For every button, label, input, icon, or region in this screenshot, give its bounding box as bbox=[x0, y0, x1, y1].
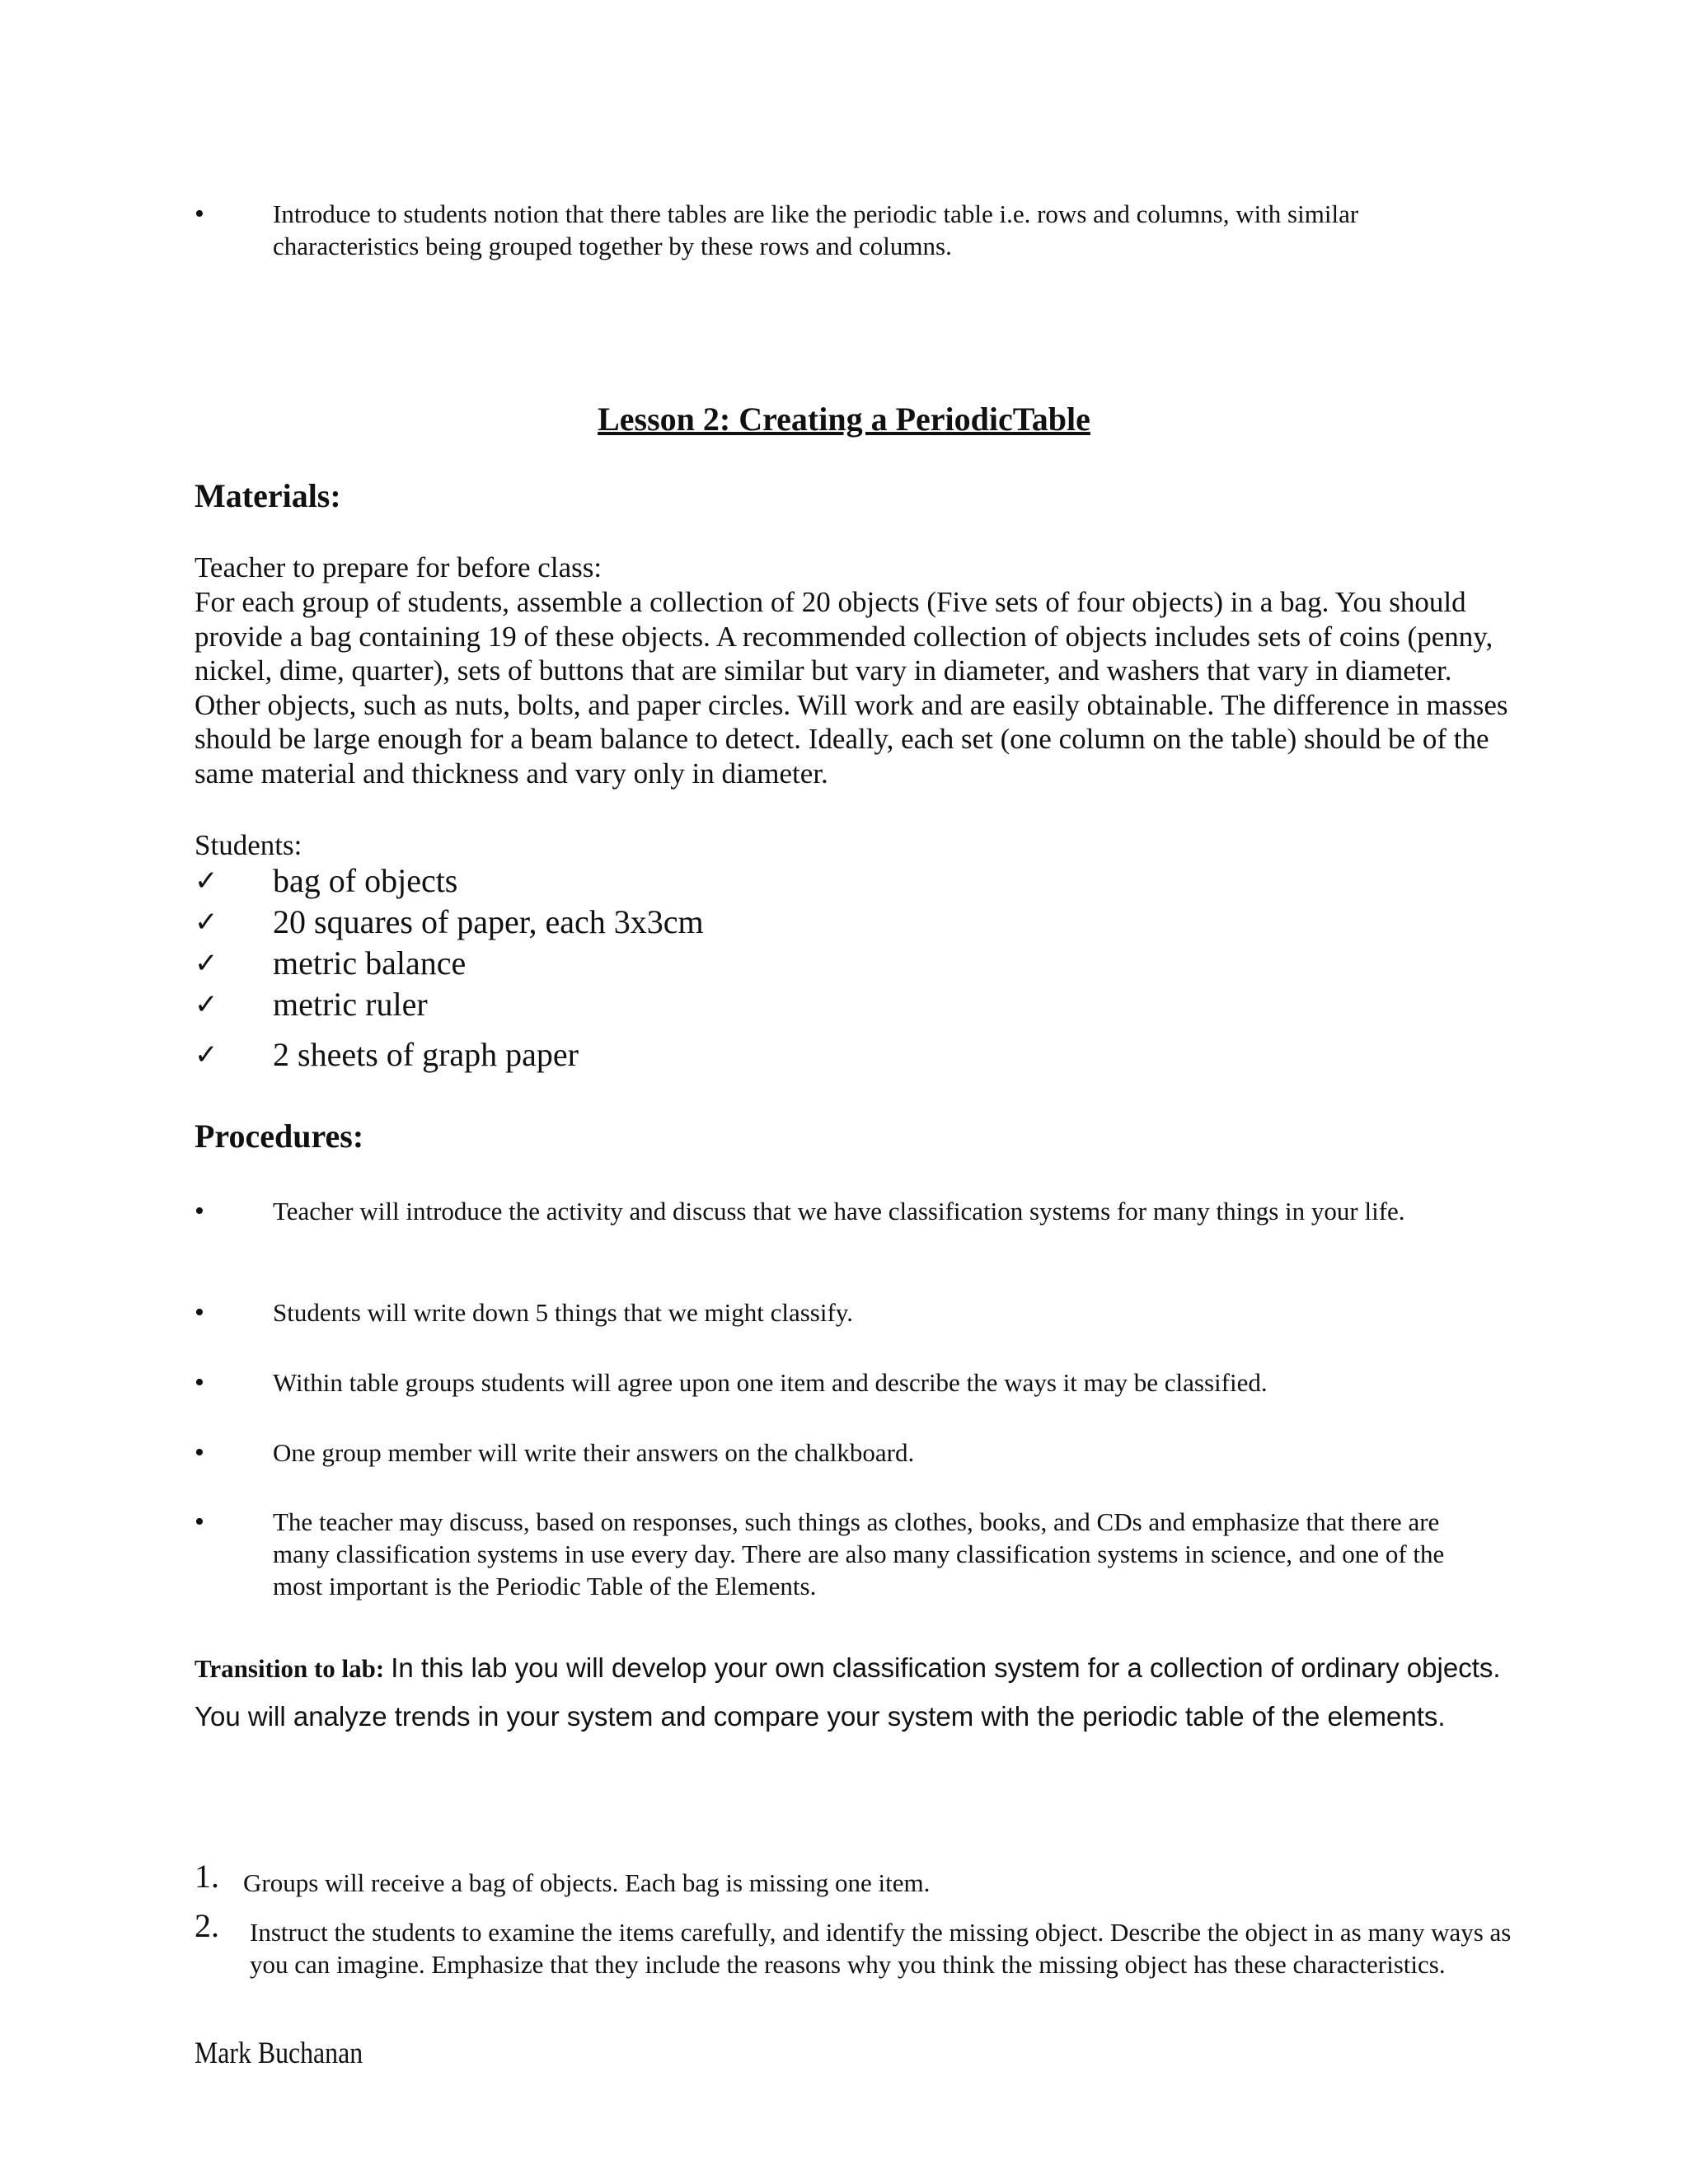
checkmark-icon: ✓ bbox=[195, 947, 218, 980]
checkmark-icon: ✓ bbox=[195, 906, 218, 939]
students-label: Students: bbox=[195, 829, 302, 861]
student-item-text: 2 sheets of graph paper bbox=[273, 1036, 579, 1073]
student-item-text: 20 squares of paper, each 3x3cm bbox=[273, 903, 704, 940]
transition-text: In this lab you will develop your own classification system for a collection of ordinary objects. You will analyze trends in your system and compare your system with the periodic table of the elements. bbox=[195, 1652, 1501, 1732]
step-text: Groups will receive a bag of objects. Each bag is missing one item. bbox=[243, 1868, 931, 1897]
procedure-text: One group member will write their answers on the chalkboard. bbox=[273, 1438, 915, 1467]
step-text: Instruct the students to examine the items carefully, and identify the missing object. Describe the object in as many ways as you can imagine. Emphasize that they include the reasons why you think the missing object has these characteristics. bbox=[250, 1918, 1512, 1979]
student-item-text: metric ruler bbox=[273, 986, 428, 1023]
procedure-text: The teacher may discuss, based on responses, such things as clothes, books, and CDs and emphasize that there are many classification systems in use every day. There are also many classification systems in science, and one of the most important is the Periodic Table of the Elements. bbox=[273, 1507, 1445, 1601]
bullet-icon: • bbox=[195, 1196, 204, 1226]
student-item-text: bag of objects bbox=[273, 862, 458, 899]
step-number: 1. bbox=[195, 1858, 219, 1895]
procedure-text: Students will write down 5 things that we might classify. bbox=[273, 1298, 854, 1327]
bullet-icon: • bbox=[195, 1437, 204, 1468]
lesson-title: Lesson 2: Creating a PeriodicTable bbox=[598, 401, 1090, 438]
transition-lead: Transition to lab: bbox=[195, 1654, 385, 1683]
teacher-instructions: For each group of students, assemble a collection of 20 objects (Five sets of four objects) in a bag. You should provide a bag containing 19 of these objects. A recommended collection of objects includes sets of coins (penny, nickel, dime, quarter), sets of buttons that are similar but vary in diameter, and washers that vary in diameter. Other objects, such as nuts, bolts, and paper circles. Will work and are easily obtainable. The difference in masses should be large enough for a beam balance to detect. Ideally, each set (one column on the table) should be of the same material and thickness and vary only in diameter. bbox=[195, 586, 1508, 790]
bullet-icon: • bbox=[195, 1507, 204, 1537]
checkmark-icon: ✓ bbox=[195, 865, 218, 898]
transition-paragraph bbox=[195, 1644, 1513, 1741]
step-number: 2. bbox=[195, 1907, 219, 1944]
checkmark-icon: ✓ bbox=[195, 988, 218, 1021]
procedures-heading: Procedures: bbox=[195, 1118, 364, 1155]
procedure-text: Within table groups students will agree upon one item and describe the ways it may be classified. bbox=[273, 1368, 1268, 1397]
procedure-text: Teacher will introduce the activity and discuss that we have classification systems for many things in your life. bbox=[273, 1197, 1405, 1226]
author-name: Mark Buchanan bbox=[195, 2036, 363, 2070]
intro-bullet-text: Introduce to students notion that there tables are like the periodic table i.e. rows and columns, with similar characteristics being grouped together by these rows and columns. bbox=[273, 199, 1359, 260]
bullet-icon: • bbox=[195, 199, 204, 229]
checkmark-icon: ✓ bbox=[195, 1038, 218, 1071]
materials-heading: Materials: bbox=[195, 477, 341, 514]
bullet-icon: • bbox=[195, 1297, 204, 1328]
bullet-icon: • bbox=[195, 1367, 204, 1398]
student-item-text: metric balance bbox=[273, 944, 467, 982]
teacher-label: Teacher to prepare for before class: bbox=[195, 551, 603, 583]
